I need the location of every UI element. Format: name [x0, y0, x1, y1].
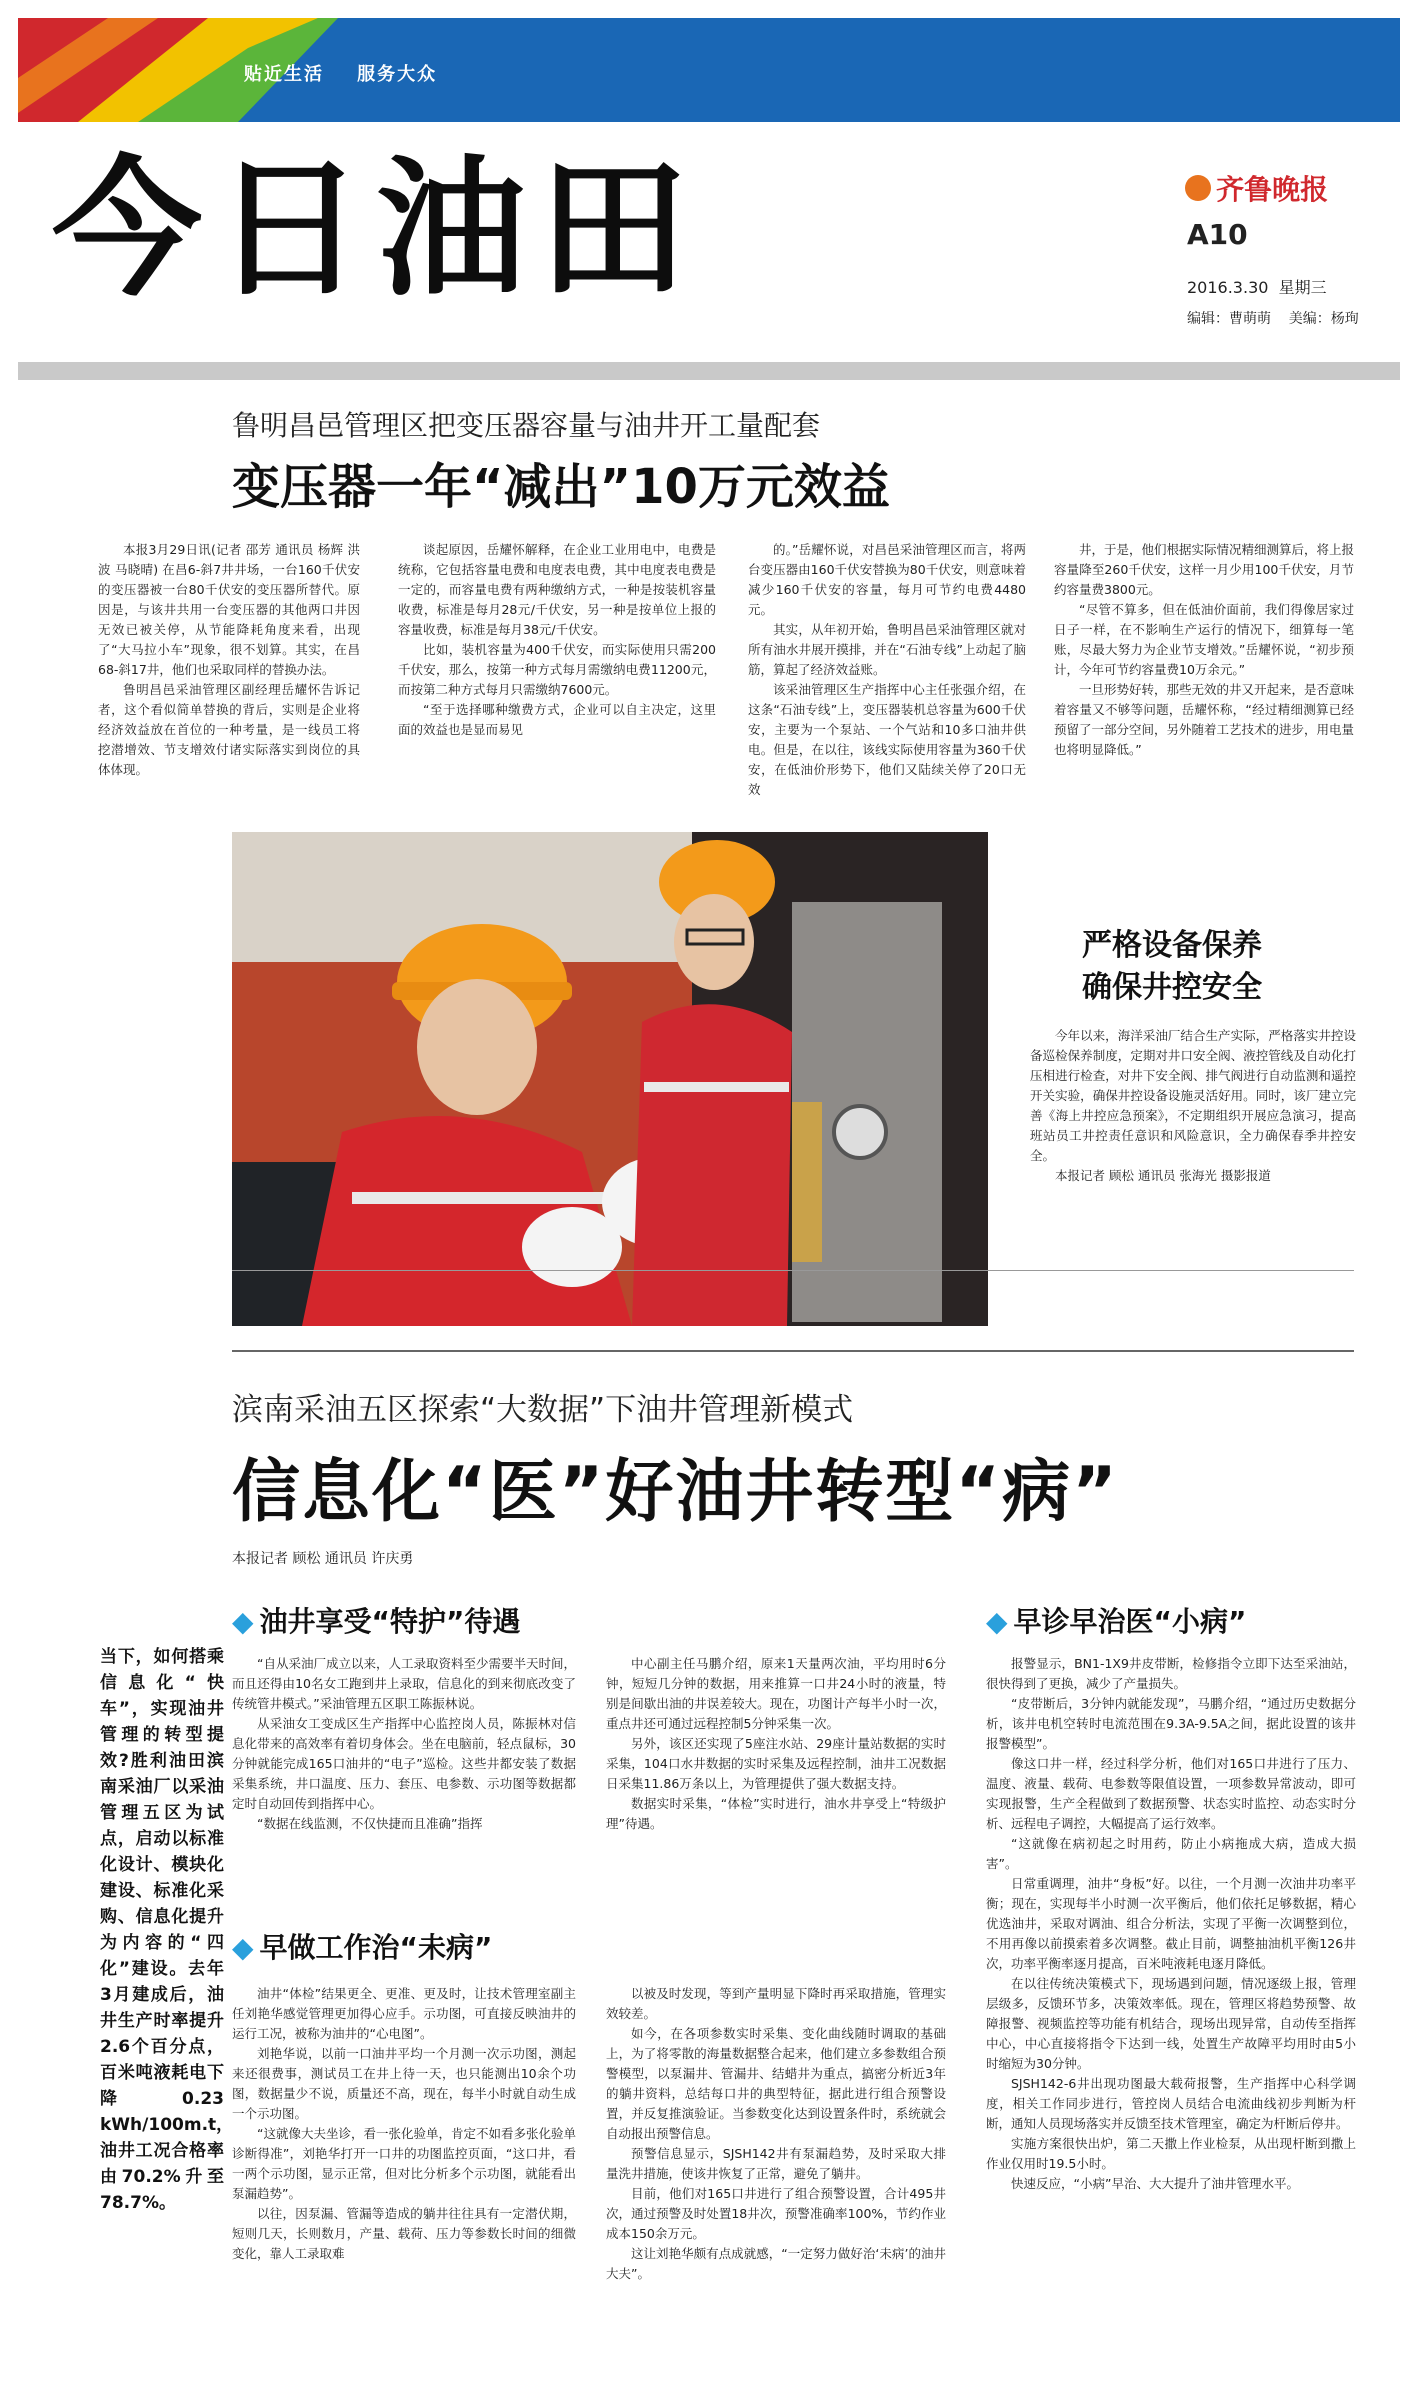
workers-photo	[232, 832, 988, 1326]
paragraph: 实施方案很快出炉，第二天撒上作业检泵，从出现杆断到撒上作业仅用时19.5小时。	[986, 2136, 1356, 2171]
paragraph: 油井“体检”结果更全、更准、更及时，让技术管理室副主任刘艳华感觉管理更加得心应手。示功图，可直接反映油井的运行工况，被称为油井的“心电图”。	[232, 1986, 576, 2041]
paragraph: 井，于是，他们根据实际情况精细测算后，将上报容量降至260千伏安，这样一月少用100千伏安，月节约容量费3800元。	[1054, 542, 1355, 597]
paragraph: 其实，从年初开始，鲁明昌邑采油管理区就对所有油水井展开摸排，并在“石油专线”上动起了脑筋，算起了经济效益账。	[748, 622, 1026, 677]
page-number: A10	[1187, 218, 1248, 251]
paragraph: “尽管不算多，但在低油价面前，我们得像居家过日子一样，在不影响生产运行的情况下，细算每一笔账，尽最大努力为企业节支增效。”岳耀怀说，“初步预计，今年可节约容量费10万余元。”	[1054, 602, 1354, 677]
paragraph: 报警显示，BN1-1X9井皮带断，检修指令立即下达至采油站，很快得到了更换，减少了产量损失。	[986, 1656, 1356, 1691]
sidebar-body	[1030, 1026, 1356, 1186]
paragraph: 的。”岳耀怀说，对昌邑采油管理区而言，将两台变压器由160千伏安替换为80千伏安，则意味着减少160千伏安的容量，每月可节约电费4480元。	[748, 542, 1026, 617]
paragraph: “至于选择哪种缴费方式，企业可以自主决定，这里面的效益也是显而易见	[398, 702, 716, 737]
paragraph: 本报3月29日讯(记者 邵芳 通讯员 杨辉 洪波 马晓晴) 在昌6-斜7井井场，一台160千伏安的变压器被一台80千伏安的变压器所替代。原因是，与该井共用一台变压器的其他两口井因无效已被关停，从节能降耗角度来看，出现了“大马拉小车”现象，很不划算。其实，在昌68-斜17井，他们也采取同样的替换办法。	[98, 542, 360, 677]
article1-column-3	[748, 540, 1026, 800]
masthead-title: 今日油田	[52, 143, 701, 317]
paragraph: 该采油管理区生产指挥中心主任张强介绍，在这条“石油专线”上，变压器装机总容量为600千伏安，主要为一个泵站、一个气站和10多口油井供电。但是，在以往，该线实际使用容量为360千伏安，在低油价形势下，他们又陆续关停了20口无效	[748, 682, 1026, 797]
paragraph: 像这口井一样，经过科学分析，他们对165口井进行了压力、温度、液量、载荷、电参数等限值设置，一项参数异常波动，即可实现报警，生产全程做到了数据预警、状态实时监控、动态实时分析、远程电子调控，大幅提高了运行效率。	[986, 1756, 1356, 1831]
section-heading-2: ◆ 早做工作治“未病”	[232, 1931, 493, 1964]
diamond-icon: ◆	[986, 1605, 1008, 1638]
article2-lead: 当下，如何搭乘信息化“快车”，实现油井管理的转型提效?胜利油田滨南采油厂以采油管理五区为试点，启动以标准化设计、模块化建设、标准化采购、信息化提升为内容的“四化”建设。去年3月建成后，油井生产时率提升2.6个百分点，百米吨液耗电下降0.23 kWh/100m.t，油井工况合格率由70.2%升至78.7%。	[100, 1647, 234, 2213]
paragraph: “皮带断后，3分钟内就能发现”，马鹏介绍，“通过历史数据分析，该井电机空转时电流范围在9.3A-9.5A之间，据此设置的该井报警模型”。	[986, 1696, 1356, 1751]
paper-logo-icon	[1185, 175, 1211, 201]
paragraph: 鲁明昌邑采油管理区副经理岳耀怀告诉记者，这个看似简单替换的背后，实则是企业将经济效益放在首位的一种考量，是一线员工将挖潜增效、节支增效付诸实际落实到岗位的具体体现。	[98, 682, 360, 777]
article1-column-4	[1054, 540, 1354, 760]
article2-mid-column-top	[606, 1654, 946, 1834]
paragraph: 预警信息显示，SJSH142井有泵漏趋势，及时采取大排量洗井措施，使该井恢复了正常，避免了躺井。	[606, 2146, 946, 2181]
paragraph: 如今，在各项参数实时采集、变化曲线随时调取的基础上，为了将零散的海量数据整合起来，他们建立多参数组合预警模型，以泵漏井、管漏井、结蜡井为重点，搞密分析近3年的躺井资料，总结每口井的典型特征，据此进行组合预警设置，并反复推演验证。当参数变化达到设置条件时，系统就会自动报出预警信息。	[606, 2026, 946, 2141]
paper-logo	[1185, 168, 1328, 208]
banner-slogan: 贴近生活 服务大众	[244, 64, 438, 85]
diamond-icon: ◆	[232, 1931, 254, 1964]
article2-mid-column-bottom	[606, 1984, 946, 2284]
article2-sec1-column	[232, 1654, 576, 1834]
paragraph: 另外，该区还实现了5座注水站、29座计量站数据的实时采集，104口水井数据的实时采集及远程控制，油井工况数据日采集11.86万条以上，为管理提供了强大数据支持。	[606, 1736, 946, 1791]
paragraph: 谈起原因，岳耀怀解释，在企业工业用电中，电费是统称，它包括容量电费和电度表电费，其中电度表电费是一定的，而容量电费有两种缴纳方式，一种是按装机容量收费，标准是每月28元/千伏安，另一种是按单位上报的容量收费，标准是每月38元/千伏安。	[398, 542, 716, 637]
paragraph: 快速反应，“小病”早治、大大提升了油井管理水平。	[1011, 2176, 1299, 2191]
article2-sec2-column	[232, 1984, 576, 2264]
paragraph: 刘艳华说，以前一口油井平均一个月测一次示功图，测起来还很费事，测试员工在井上待一天，也只能测出10余个功图，数据量少不说，质量还不高，现在，每半小时就自动生成一个示功图。	[232, 2046, 576, 2121]
paragraph: 今年以来，海洋采油厂结合生产实际，严格落实井控设备巡检保养制度，定期对井口安全阀、液控管线及自动化打压相进行检查，对井下安全阀、排气阀进行自动监测和遥控开关实验，确保井控设备设施灵活好用。同时，该厂建立完善《海上井控应急预案》，不定期组织开展应急演习，提高班站员工井控责任意识和风险意识，全力确保春季井控安全。	[1030, 1028, 1356, 1163]
section-divider	[232, 1270, 1354, 1271]
paragraph: 一旦形势好转，那些无效的井又开起来，是否意味着容量又不够等问题，岳耀怀称，“经过精细测算已经预留了一部分空间，另外随着工艺技术的进步，用电量也将明显降低。”	[1054, 682, 1355, 757]
paragraph: 比如，装机容量为400千伏安，而实际使用只需200千伏安，那么，按第一种方式每月需缴纳电费11200元，而按第二种方式每月只需缴纳7600元。	[398, 642, 716, 697]
paragraph: 目前，他们对165口井进行了组合预警设置，合计495井次，通过预警及时处置18井次，预警准确率100%，节约作业成本150余万元。	[606, 2186, 946, 2241]
paragraph: 以被及时发现，等到产量明显下降时再采取措施，管理实效较差。	[606, 1986, 946, 2021]
diamond-icon: ◆	[232, 1605, 254, 1638]
top-banner	[18, 18, 1400, 122]
paragraph: 在以往传统决策模式下，现场遇到问题，情况逐级上报，管理层级多，反馈环节多，决策效率低。现在，管理区将趋势预警、故障报警、视频监控等功能有机结合，现场出现异常，自动传至指挥中心，中心直接将指令下达到一线，处置生产故障平均用时由5小时缩短为30分钟。	[986, 1976, 1356, 2071]
sidebar-title-1: 严格设备保养	[1082, 928, 1262, 963]
paragraph: “这就像在病初起之时用药，防止小病拖成大病，造成大损害”。	[986, 1836, 1356, 1871]
paragraph: 这让刘艳华颇有点成就感，“一定努力做好治‘未病’的油井大夫”。	[606, 2246, 946, 2281]
paragraph: 数据实时采集，“体检”实时进行，油水井享受上“特级护理”待遇。	[606, 1796, 946, 1831]
article2-byline: 本报记者 顾松 通讯员 许庆勇	[232, 1551, 414, 1567]
paragraph: 以往，因泵漏、管漏等造成的躺井往往具有一定潜伏期，短则几天，长则数月，产量、载荷、压力等参数长时间的细微变化，靠人工录取难	[232, 2206, 576, 2261]
paragraph: SJSH142-6井出现功图最大载荷报警，生产指挥中心科学调度，相关工作同步进行，管控岗人员结合电流曲线初步判断为杆断，通知人员现场落实并反馈至技术管理室，确定为杆断后停井。	[986, 2076, 1356, 2131]
section-heading-3: ◆ 早诊早治医“小病”	[986, 1605, 1247, 1638]
paragraph: 从采油女工变成区生产指挥中心监控岗人员，陈振林对信息化带来的高效率有着切身体会。坐在电脑前，轻点鼠标，30分钟就能完成165口油井的“电子”巡检。这些井都安装了数据采集系统，井口温度、压力、套压、电参数、示功图等数据都定时自动回传到指挥中心。	[232, 1716, 576, 1811]
article2-title: 信息化“医”好油井转型“病”	[232, 1453, 1119, 1532]
article2-sec3-column	[986, 1654, 1356, 2194]
section-heading-1: ◆ 油井享受“特护”待遇	[232, 1605, 521, 1638]
article2-subtitle: 滨南采油五区探索“大数据”下油井管理新模式	[232, 1392, 854, 1428]
article1-column-2	[398, 540, 716, 740]
paragraph: “这就像大夫坐诊，看一张化验单，肯定不如看多张化验单诊断得准”，刘艳华打开一口井的功图监控页面，“这口井，看一两个示功图，显示正常，但对比分析多个示功图，就能看出泵漏趋势”。	[232, 2126, 576, 2201]
paragraph: “数据在线监测，不仅快捷而且准确”指挥	[257, 1816, 483, 1831]
paragraph: “自从采油厂成立以来，人工录取资料至少需要半天时间，而且还得由10名女工跑到井上录取，信息化的到来彻底改变了传统管井模式。”采油管理五区职工陈振林说。	[232, 1656, 576, 1711]
photo-credit: 本报记者 顾松 通讯员 张海光 摄影报道	[1055, 1168, 1271, 1183]
article1-subtitle: 鲁明昌邑管理区把变压器容量与油井开工量配套	[232, 409, 821, 442]
section-divider	[232, 1350, 1354, 1352]
paragraph: 中心副主任马鹏介绍，原来1天量两次油，平均用时6分钟，短短几分钟的数据，用来推算一口井24小时的液量，特别是间歇出油的井误差较大。现在，功图计产每半小时一次，重点井还可通过远程控制5分钟采集一次。	[606, 1656, 946, 1731]
article1-column-1	[98, 540, 360, 780]
article1-title: 变压器一年“减出”10万元效益	[232, 459, 890, 515]
sidebar-title-2: 确保井控安全	[1082, 970, 1262, 1005]
issue-date: 2016.3.30 星期三	[1187, 278, 1327, 297]
masthead-divider	[18, 362, 1400, 380]
paper-name: 齐鲁晚报	[1216, 173, 1329, 206]
editor-credits: 编辑：曹萌萌 美编：杨珣	[1187, 311, 1359, 327]
paragraph: 日常重调理，油井“身板”好。以往，一个月测一次油井功率平衡；现在，实现每半小时测一次平衡后，他们依托足够数据，精心优选油井，采取对调油、组合分析法，实现了平衡一次调整到位，不用再像以前摸索着多次调整。截止目前，调整抽油机平衡126井次，功率平衡率逐月提高，百米吨液耗电逐月降低。	[986, 1876, 1356, 1971]
